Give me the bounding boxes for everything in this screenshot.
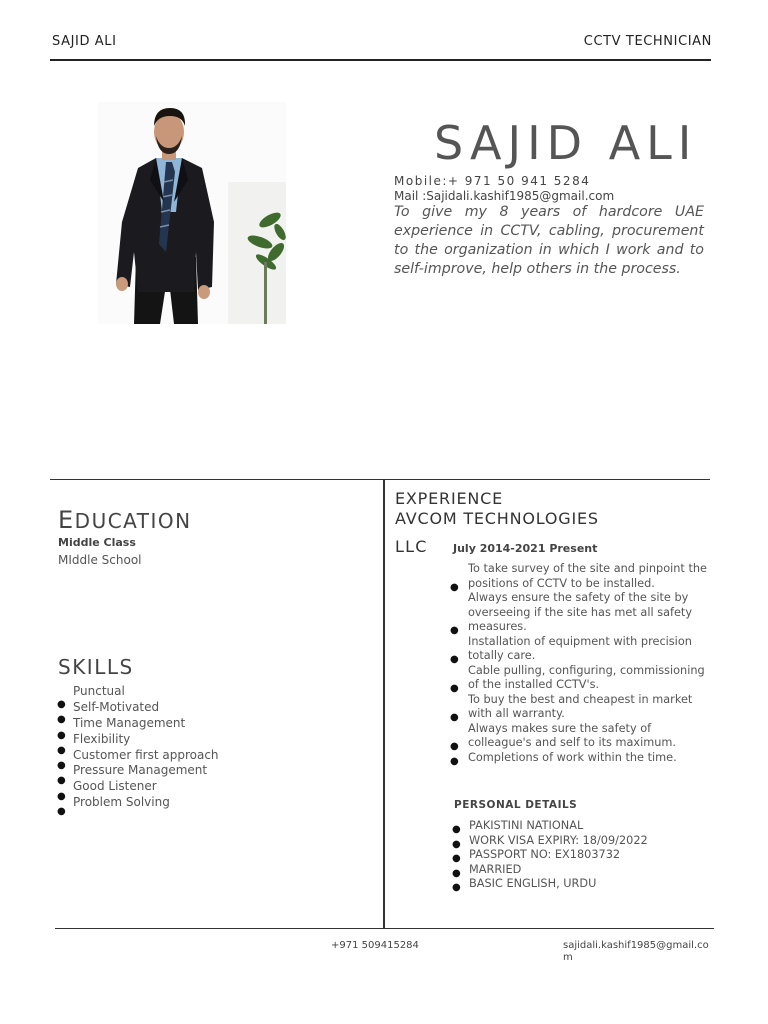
duty-item: ● To take survey of the site and pinpoint the positions of CCTV to be installed. xyxy=(450,562,710,591)
education-degree: Middle Class xyxy=(58,536,136,549)
skill-item: Customer first approach xyxy=(73,747,219,762)
bullet-icon: ● xyxy=(452,824,461,835)
personal-details-heading: PERSONAL DETAILS xyxy=(454,799,578,811)
profile-photo xyxy=(98,102,286,324)
personal-detail-item: ● PASSPORT NO: EX1803732 xyxy=(452,848,648,863)
bullet-icon: ● xyxy=(450,581,459,593)
personal-detail-item: ● MARRIED xyxy=(452,863,648,878)
duty-item: ● Always ensure the safety of the site by overseeing if the site has met all safety measures. xyxy=(450,591,710,635)
bullet-icon: ● xyxy=(452,882,461,893)
personal-detail-item: ● WORK VISA EXPIRY: 18/09/2022 xyxy=(452,834,648,849)
education-school: MIddle School xyxy=(58,553,142,567)
skill-item: Flexibility xyxy=(73,731,131,746)
footer-divider xyxy=(55,928,714,929)
header-name: SAJID ALI xyxy=(52,34,117,49)
personal-detail-item: ● PAKISTINI NATIONAL xyxy=(452,819,648,834)
skill-item: Punctual xyxy=(73,684,125,698)
header-divider xyxy=(50,59,711,61)
duties-list xyxy=(450,562,710,765)
career-objective: To give my 8 years of hardcore UAE experience in CCTV, cabling, procurement to the organization in which I work and to self-improve, help others in the process. xyxy=(394,204,704,277)
bullet-icon: ● xyxy=(57,775,66,787)
bullet-icon: ● xyxy=(57,729,66,741)
skill-item: Self-Motivated xyxy=(73,699,160,714)
bullet-icon: ● xyxy=(450,755,459,767)
skill-item: Time Management xyxy=(73,715,186,730)
bullet-icon: ● xyxy=(450,712,459,723)
education-heading: EDUCATION xyxy=(58,506,192,534)
duty-item: ● To buy the best and cheapest in market with all warranty. xyxy=(450,693,710,722)
header-job-title: CCTV TECHNICIAN xyxy=(583,34,712,49)
bullet-icon: ● xyxy=(57,699,66,710)
skill-item: Problem Solving xyxy=(73,795,170,810)
skills-heading: SKILLS xyxy=(58,655,134,679)
profile-mobile: Mobile:+ 971 50 941 5284 xyxy=(394,174,591,188)
bullet-icon: ● xyxy=(57,790,66,802)
skills-list xyxy=(73,684,219,811)
duty-item: ● Completions of work within the time. xyxy=(450,751,710,766)
bullet-icon: ● xyxy=(57,806,66,818)
duty-item: ● Cable pulling, configuring, commissioning of the installed CCTV's. xyxy=(450,664,710,693)
employment-period: July 2014-2021 Present xyxy=(453,542,598,555)
bullet-icon: ● xyxy=(452,867,461,879)
bullet-icon: ● xyxy=(450,654,459,665)
section-divider xyxy=(50,479,710,480)
profile-name: SAJID ALI xyxy=(434,116,698,170)
column-divider xyxy=(383,479,385,929)
footer-phone: +971 509415284 xyxy=(331,940,419,951)
skill-item: Pressure Management xyxy=(73,763,208,778)
bullet-icon: ● xyxy=(57,760,66,772)
personal-details-list xyxy=(452,819,648,892)
company-suffix: LLC xyxy=(395,537,428,556)
bullet-icon: ● xyxy=(57,714,66,726)
duty-item: ● Always makes sure the safety of colleague's and self to its maximum. xyxy=(450,722,710,751)
skills-bullets xyxy=(57,697,66,819)
bullet-icon: ● xyxy=(452,838,461,850)
bullet-icon: ● xyxy=(450,741,459,752)
profile-mail: Mail :Sajidali.kashif1985@gmail.com xyxy=(394,189,615,203)
bullet-icon: ● xyxy=(450,683,459,694)
duty-item: ● Installation of equipment with precision totally care. xyxy=(450,635,710,664)
skill-item: Good Listener xyxy=(73,779,157,794)
experience-heading: EXPERIENCE xyxy=(395,489,504,508)
personal-detail-item: ● BASIC ENGLISH, URDU xyxy=(452,877,648,892)
bullet-icon: ● xyxy=(57,744,66,756)
bullet-icon: ● xyxy=(452,853,461,864)
footer-email: sajidali.kashif1985@gmail.com xyxy=(563,940,709,963)
bullet-icon: ● xyxy=(450,625,459,636)
company-name: AVCOM TECHNOLOGIES xyxy=(395,509,599,528)
